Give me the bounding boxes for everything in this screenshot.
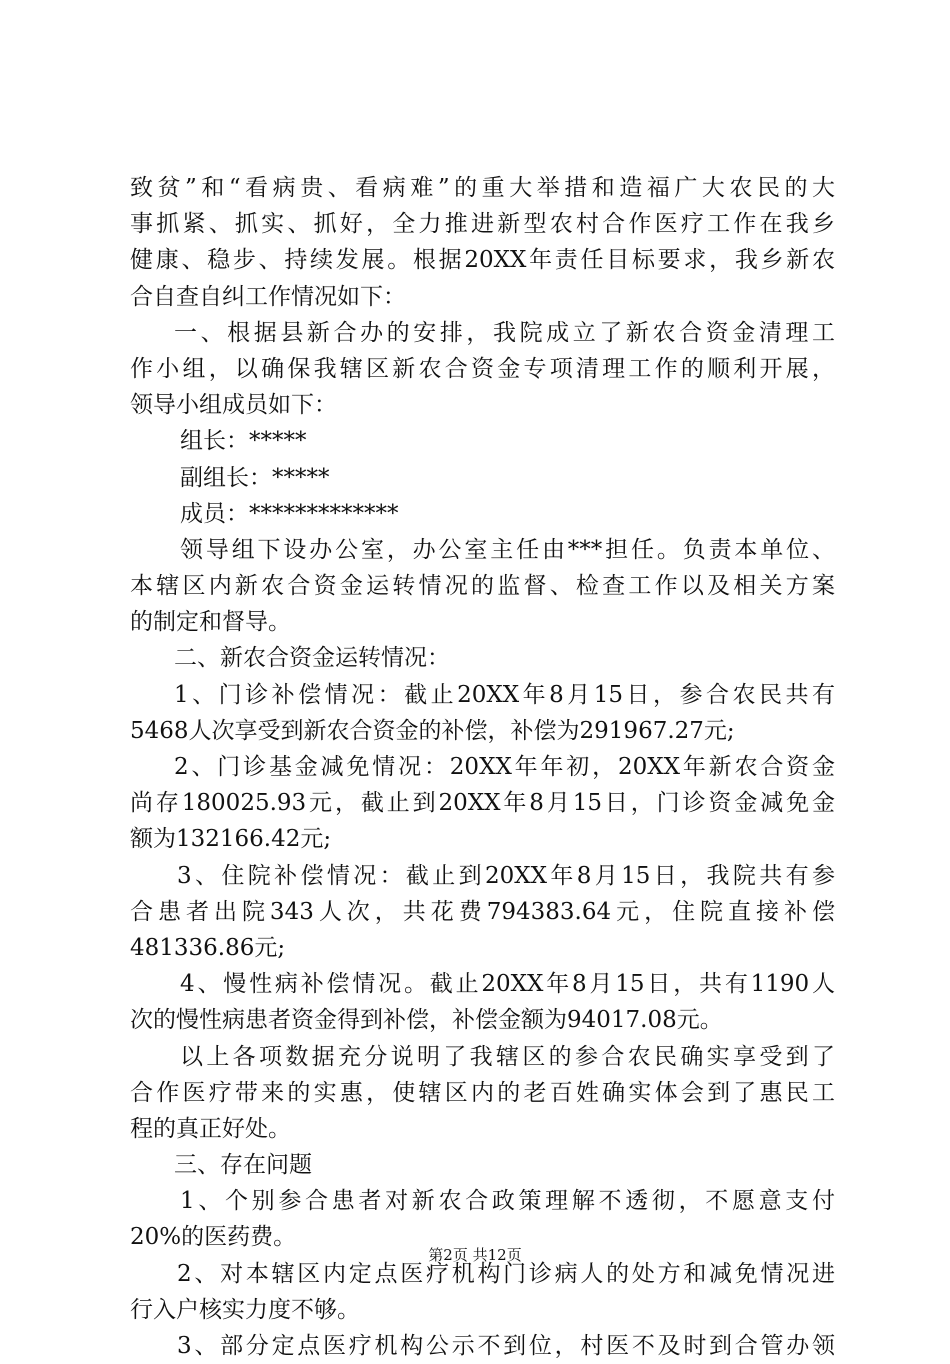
deputy-leader-line: 副组长：***** xyxy=(180,464,330,491)
text-line: 行入户核实力度不够。 xyxy=(130,1296,360,1323)
page-number-footer: 第2页 共12页 xyxy=(428,1246,522,1264)
text-line: 程的真正好处。 xyxy=(130,1115,291,1142)
text-line: 20%的医药费。 xyxy=(130,1224,297,1251)
text-line: 致贫”和“看病贵、看病难”的重大举措和造福广大农民的大 xyxy=(130,175,835,201)
text-line: 481336.86元; xyxy=(130,934,286,961)
text-line: 次的慢性病患者资金得到补偿，补偿金额为94017.08元。 xyxy=(130,1007,723,1034)
text-line: 尚存180025.93元，截止到20XX年8月15日，门诊资金减免金 xyxy=(130,790,835,817)
text-line: 3、部分定点医疗机构公示不到位，村医不及时到合管办领 xyxy=(177,1333,835,1359)
text-line: 合自查自纠工作情况如下： xyxy=(130,283,406,310)
document-body xyxy=(130,170,835,1364)
text-line: 2、对本辖区内定点医疗机构门诊病人的处方和减免情况进 xyxy=(177,1260,835,1287)
text-line: 以上各项数据充分说明了我辖区的参合农民确实享受到了 xyxy=(180,1043,835,1070)
text-line: 1、门诊补偿情况：截止20XX年8月15日，参合农民共有 xyxy=(174,681,835,708)
text-line: 5468人次享受到新农合资金的补偿，补偿为291967.27元; xyxy=(130,717,735,744)
members-line: 成员：************* xyxy=(180,500,399,527)
text-line: 2、门诊基金减免情况：20XX年年初，20XX年新农合资金 xyxy=(174,754,835,780)
text-line: 1、个别参合患者对新农合政策理解不透彻，不愿意支付 xyxy=(180,1188,835,1215)
text-line: 领导组下设办公室，办公室主任由***担任。负责本单位、 xyxy=(180,536,835,563)
text-line: 合作医疗带来的实惠，使辖区内的老百姓确实体会到了惠民工 xyxy=(130,1079,835,1106)
group-leader-line: 组长：***** xyxy=(180,428,307,455)
section-heading-2: 二、新农合资金运转情况： xyxy=(174,645,450,672)
text-line: 的制定和督导。 xyxy=(130,609,291,636)
text-line: 本辖区内新农合资金运转情况的监督、检查工作以及相关方案 xyxy=(130,573,835,600)
text-line: 领导小组成员如下： xyxy=(130,392,337,419)
text-line: 作小组，以确保我辖区新农合资金专项清理工作的顺利开展， xyxy=(130,355,835,382)
text-line: 事抓紧、抓实、抓好，全力推进新型农村合作医疗工作在我乡 xyxy=(130,211,835,238)
section-heading-1: 一、根据县新合办的安排，我院成立了新农合资金清理工 xyxy=(174,319,835,346)
text-line: 健康、稳步、持续发展。根据20XX年责任目标要求，我乡新农 xyxy=(130,247,835,274)
text-line: 合患者出院343人次，共花费794383.64元，住院直接补偿 xyxy=(130,898,835,925)
text-line: 额为132166.42元; xyxy=(130,826,332,853)
text-line: 4、慢性病补偿情况。截止20XX年8月15日，共有1190人 xyxy=(180,971,835,998)
section-heading-3: 三、存在问题 xyxy=(174,1152,312,1179)
text-line: 3、住院补偿情况：截止到20XX年8月15日，我院共有参 xyxy=(177,862,835,889)
